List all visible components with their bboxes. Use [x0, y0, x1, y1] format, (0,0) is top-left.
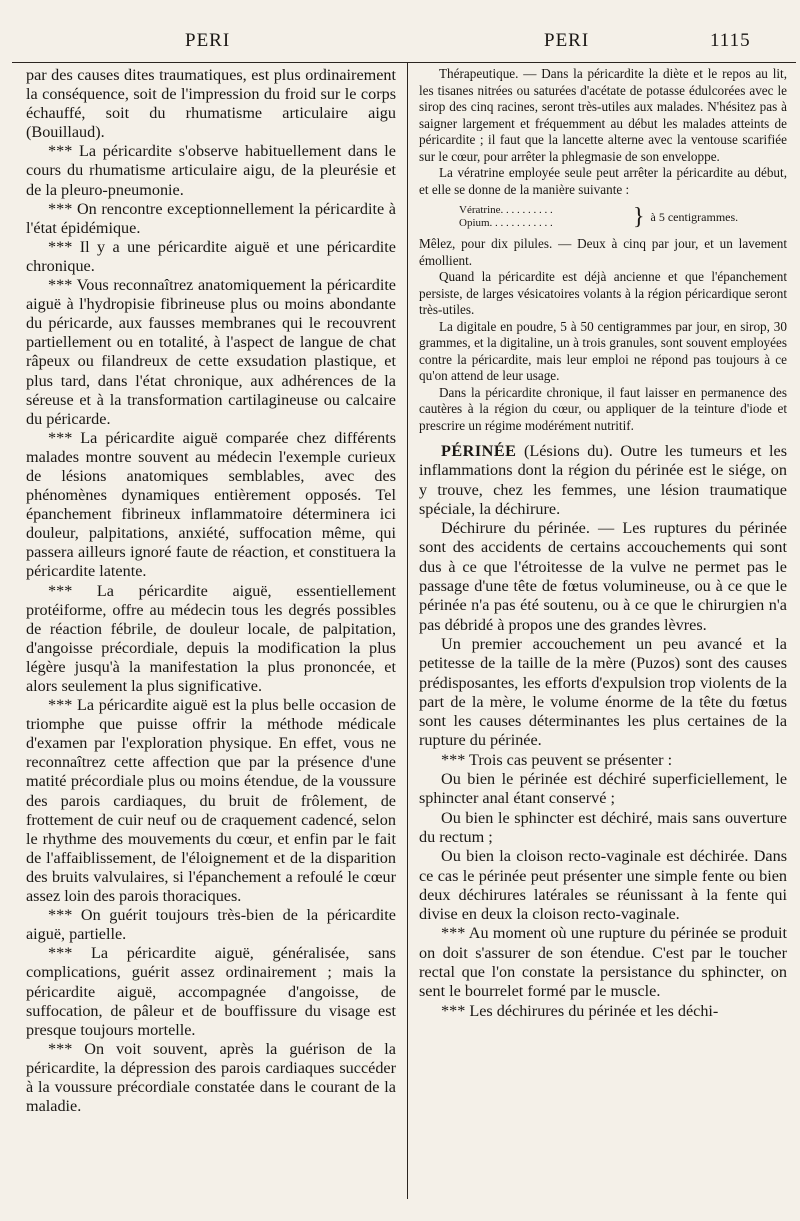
prescription-line: Vératrine. . . . . . . . . .: [459, 204, 553, 216]
paragraph: *** Vous reconnaîtrez anatomiquement la péricardite aiguë à l'hydropisie fibrineuse plus ou moins abondante du péricarde, aux fausses membranes qui le recouvrent partiellement ou en totalité, à l'aspect de langue de chat râpeux ou filandreux de cette exsudation plastique, et plus tard, dans l'état chronique, aux adhérences de la séreuse et à la transformation cartilagineuse ou calcaire du péricarde.: [26, 276, 396, 428]
paragraph: *** Il y a une péricardite aiguë et une péricardite chronique.: [26, 237, 396, 275]
paragraph: *** La péricardite aiguë, généralisée, sans complications, guérit assez ordinairement ; mais la péricardite aiguë, accompagnée d'angoisse, de suffocation, de pâleur et de bouffissure du visage est presque toujours mortelle.: [26, 944, 396, 1039]
paragraph: Ou bien la cloison recto-vaginale est déchirée. Dans ce cas le périnée peut présenter une simple fente ou bien deux déchirures latérales se réunissant à la fente qui divise en deux la cloison recto-vaginale.: [419, 847, 787, 924]
prescription-line: Opium. . . . . . . . . . . .: [459, 217, 553, 229]
paragraph: Ou bien le périnée est déchiré superficiellement, le sphincter anal étant conservé ;: [419, 770, 787, 808]
paragraph: La digitale en poudre, 5 à 50 centigrammes par jour, en sirop, 30 grammes, et la digitaline, un à trois granules, sont souvent employées contre la péricardite, mais leur emploi ne répond pas toujours à ce qu'on attend de leur usage.: [419, 318, 787, 383]
entry-heading-paragraph: [419, 442, 787, 519]
column-divider: [407, 62, 408, 1199]
paragraph: *** Au moment où une rupture du périnée se produit on doit s'assurer de son étendue. C'est par le toucher rectal que l'on constate la persistance du sphincter, on sent le bourrelet formé par le muscle.: [419, 924, 787, 1001]
right-column: [419, 66, 787, 1021]
paragraph: *** La péricardite aiguë comparée chez différents malades montre souvent au médecin l'exemple curieux de lésions anatomiques semblables, avec des phénomènes dynamiques entièrement opposés. Tel épanchement fibrineux inflammatoire déterminera ici douleur, palpitations, anxiété, suffocation même, qui passera ailleurs ignoré faute de réaction, et constituera la péricardite latente.: [26, 428, 396, 581]
left-column: [26, 66, 396, 1116]
prescription-dose: à 5 centigrammes.: [650, 209, 739, 224]
running-head-right: PERI: [544, 30, 590, 51]
prescription: [459, 204, 787, 230]
paragraph: Dans la péricardite chronique, il faut laisser en permanence des cautères à la région du cœur, ou appliquer de la teinture d'iode et prescrire un régime modérément nutritif.: [419, 384, 787, 433]
paragraph: *** Les déchirures du périnée et les déchi-: [441, 1001, 719, 1020]
paragraph: *** La péricardite aiguë, essentiellement protéiforme, offre au médecin tous les degrés possibles de réaction fébrile, de douleur locale, de palpitation, d'angoisse précordiale, depuis la modification la plus légère jusqu'à la manifestation la plus prononcée, et alors seulement la plus significative.: [26, 581, 396, 695]
paragraph: Quand la péricardite est déjà ancienne et que l'épanchement persiste, de larges vésicatoires volants à la région péricardique seront très-utiles.: [419, 269, 787, 317]
paragraph: par des causes dites traumatiques, est plus ordinairement la conséquence, soit de l'impression du froid sur le corps échauffé, soit du rhumatisme articulaire aigu (Bouillaud).: [26, 66, 396, 142]
perinee-section: [419, 442, 787, 1021]
header-rule: [12, 62, 796, 63]
brace-glyph: }: [633, 204, 645, 230]
paragraph: *** La péricardite s'observe habituellement dans le cours du rhumatisme articulaire aigu, de la pleurésie et de la pleuro-pneumonie.: [26, 142, 396, 199]
paragraph: *** On voit souvent, après la guérison de la péricardite, la dépression des parois cardiaques succéder à la voussure précordiale constatée dans le courant de la maladie.: [26, 1039, 396, 1116]
paragraph: Déchirure du périnée. — Les ruptures du périnée sont des accidents de certains accouchements qui sont dus à ce que l'étroitesse de la vulve ne permet pas le passage d'une tête de fœtus volumineuse, ou à ce que le périnée n'a pas été soutenu, ou à ce que le chirurgien n'a pas débridé à propos une des grandes lèvres.: [419, 519, 787, 634]
paragraph: Thérapeutique. — Dans la péricardite la diète et le repos au lit, les tisanes nitrées ou saturées d'acétate de potasse édulcorées avec le sirop des cinq racines, seront très-utiles aux malades. N'hésitez pas à saigner largement et fréquemment au début les malades atteints de péricardite ; il faut que la lancette alterne avec la ventouse scarifiée sur le cœur, pour arrêter la phlegmasie de son enveloppe.: [419, 66, 787, 164]
page-number: 1115: [710, 30, 751, 51]
paragraph: Ou bien le sphincter est déchiré, mais sans ouverture du rectum ;: [419, 808, 787, 846]
running-head-left: PERI: [185, 30, 231, 51]
paragraph: *** Trois cas peuvent se présenter :: [441, 750, 673, 769]
paragraph: *** On rencontre exceptionnellement la péricardite à l'état épidémique.: [26, 199, 396, 237]
entry-heading-tail: (Lésions du). Outre les tumeurs et les inflammations dont la région du périnée est le siége, on y trouve, chez les femmes, une lésion traumatique spéciale, la déchirure.: [419, 442, 787, 518]
paragraph: Mêlez, pour dix pilules. — Deux à cinq par jour, et un lavement émollient.: [419, 236, 787, 268]
paragraph: *** On guérit toujours très-bien de la péricardite aiguë, partielle.: [26, 906, 396, 944]
paragraph: Un premier accouchement un peu avancé et la petitesse de la taille de la mère (Puzos) sont des causes prédisposantes, les efforts d'expulsion trop violents de la part de la mère, le volume énorme de la tête du fœtus sont les causes déterminantes les plus certaines de la rupture du périnée.: [419, 634, 787, 750]
entry-heading: PÉRINÉE: [441, 442, 517, 460]
paragraph: *** La péricardite aiguë est la plus belle occasion de triomphe que puisse offrir la méthode médicale d'examen par l'exploration physique. En effet, vous ne reconnaîtrez cette affection que par la présence d'une matité précordiale plus ou moins étendue, de la voussure des parois cardiaques, du bruit de frôlement, de frottement de cuir neuf ou de craquement cadencé, selon le rhythme des mouvements du cœur, et enfin par le fait de l'affaiblissement, de l'éloignement et de la disparition des bruits valvulaires, si l'épanchement a refoulé le cœur assez loin des parois thoraciques.: [26, 696, 396, 906]
therapy-section: [419, 66, 787, 434]
paragraph: La vératrine employée seule peut arrêter la péricardite au début, et elle se donne de la manière suivante :: [419, 165, 787, 197]
